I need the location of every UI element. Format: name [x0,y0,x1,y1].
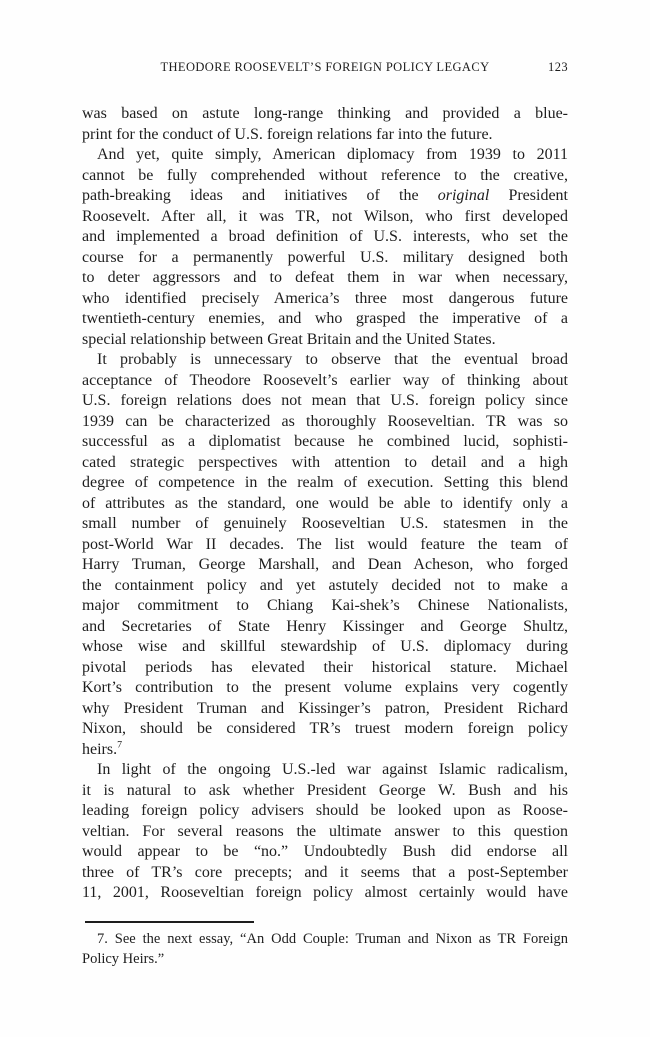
text-line: Harry Truman, George Marshall, and Dean Acheson, who forged [82,556,568,573]
text-line: small number of genuinely Rooseveltian U.S. statesmen in the [82,515,568,532]
text-line: three of TR’s core precepts; and it seems that a post-September [82,863,568,881]
text-line: leading foreign policy advisers should be looked upon as Roose- [82,802,568,819]
footnote-rule [85,921,254,923]
text-line: degree of competence in the realm of execution. Setting this blend [82,474,568,491]
text-line: veltian. For several reasons the ultimate answer to this question [82,822,568,840]
text-line: print for the conduct of U.S. foreign relations far into the future. [82,125,493,143]
text-line: It probably is unnecessary to observe that the eventual broad [97,351,568,368]
text-line: Nixon, should be considered TR’s truest modern foreign policy [82,720,568,737]
text-line: it is natural to ask whether President George W. Bush and his [82,781,568,799]
text-line: path-breaking ideas and initiatives of the original President [82,187,568,204]
text-line: why President Truman and Kissinger’s patron, President Richard [82,699,568,717]
text-line: would appear to be “no.” Undoubtedly Bush did endorse all [82,843,568,860]
text-line: cannot be fully comprehended without reference to the creative, [82,166,568,184]
page-number: 123 [548,60,568,74]
text-line: who identified precisely America’s three most dangerous future [82,289,568,307]
header-title: THEODORE ROOSEVELT’S FOREIGN POLICY LEGACY [160,60,490,74]
text-line: pivotal periods has elevated their historical stature. Michael [82,658,568,676]
text-line: course for a permanently powerful U.S. military designed both [82,248,568,266]
running-header [82,60,568,78]
footnote [82,929,568,969]
text-line: Roosevelt. After all, it was TR, not Wilson, who first developed [82,207,568,225]
text-line: And yet, quite simply, American diplomacy from 1939 to 2011 [97,146,568,163]
text-line: heirs.$^7$ [82,739,123,758]
text-line: U.S. foreign relations does not mean that U.S. foreign policy since [82,392,568,409]
text-line: of attributes as the standard, one would be able to identify only a [82,494,568,512]
text-line: Kort’s contribution to the present volume explains very cogently [82,679,568,696]
text-line: major commitment to Chiang Kai-shek’s Chinese Nationalists, [82,597,568,614]
text-line: whose wise and skillful stewardship of U.S. diplomacy during [82,638,568,655]
body-text [82,104,568,904]
footnote-line: 7. See the next essay, “An Odd Couple: Truman and Nixon as TR Foreign [97,931,568,947]
footnote-line: Policy Heirs.” [82,951,165,967]
text-line: 11, 2001, Rooseveltian foreign policy almost certainly would have [82,884,568,901]
text-line: 1939 can be characterized as thoroughly Rooseveltian. TR was so [82,412,568,430]
text-line: to deter aggressors and to defeat them in war when necessary, [82,269,568,286]
text-line: and Secretaries of State Henry Kissinger and George Shultz, [82,617,568,635]
text-line: successful as a diplomatist because he combined lucid, sophisti- [82,433,568,450]
text-line: cated strategic perspectives with attention to detail and a high [82,453,568,471]
text-line: special relationship between Great Britain and the United States. [82,330,496,348]
text-line: and implemented a broad definition of U.S. interests, who set the [82,228,568,245]
text-line: acceptance of Theodore Roosevelt’s earlier way of thinking about [82,371,568,389]
text-line: the containment policy and yet astutely decided not to make a [82,576,568,594]
text-line: was based on astute long-range thinking and provided a blue- [82,105,568,122]
text-line: twentieth-century enemies, and who grasped the imperative of a [82,310,568,327]
text-line: post-World War II decades. The list would feature the team of [82,535,568,553]
text-line: In light of the ongoing U.S.-led war against Islamic radicalism, [97,761,568,778]
